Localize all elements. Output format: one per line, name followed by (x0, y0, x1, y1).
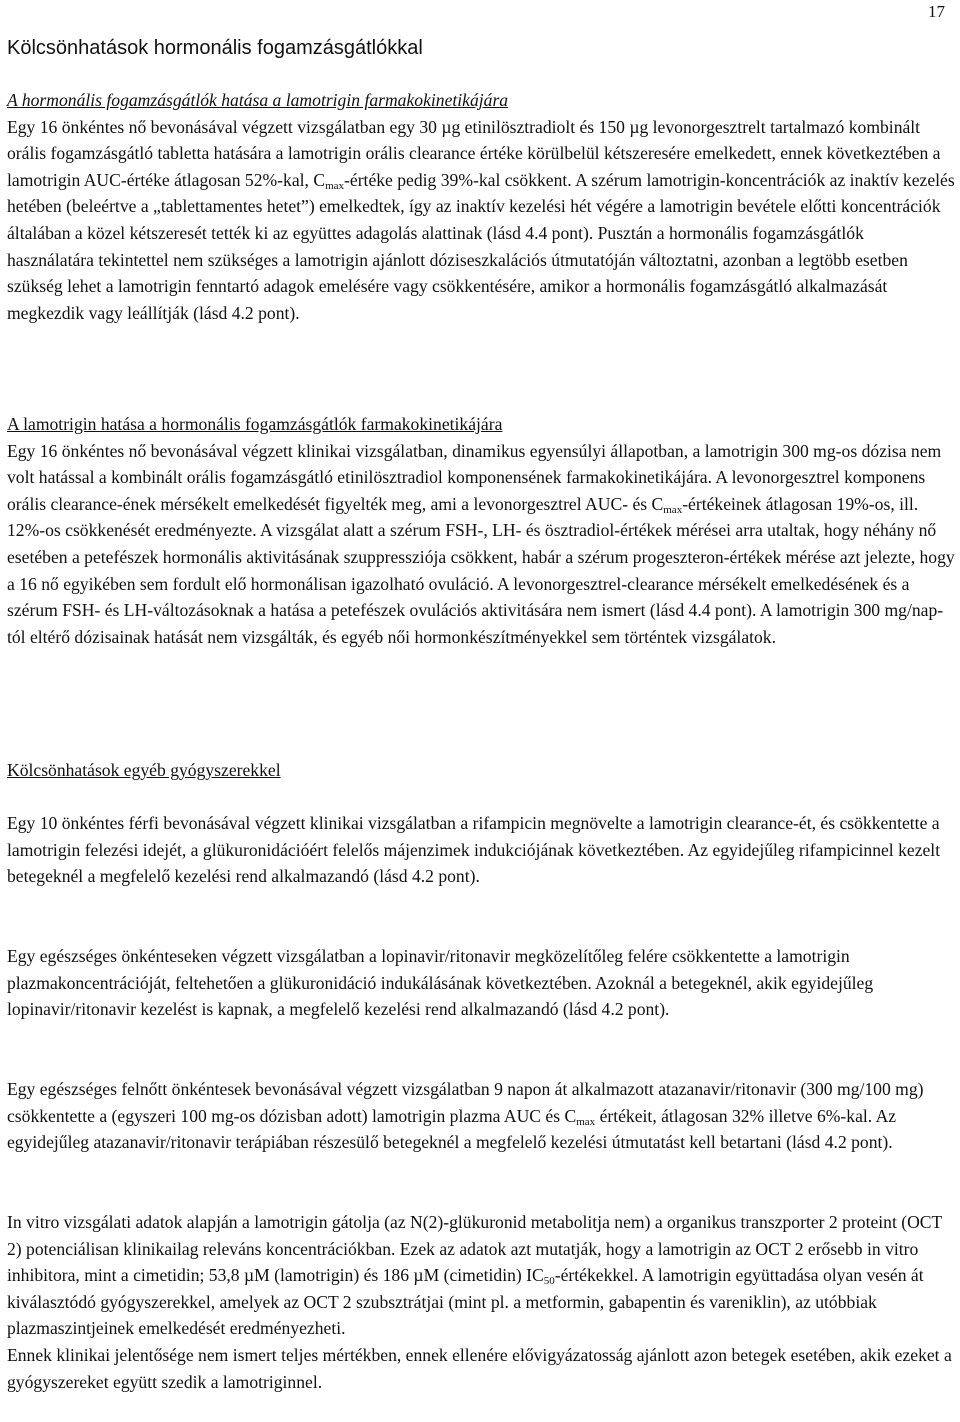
section-hormonal-contraceptives-effect (7, 87, 955, 326)
section-heading: A hormonális fogamzásgátlók hatása a lamotrigin farmakokinetikájára (7, 90, 509, 110)
paragraph-clinical-significance: Ennek klinikai jelentősége nem ismert teljes mértékben, ennek ellenére elővigyázatosság ajánlott azon betegek esetében, akik ezeket a gyógyszereket együtt szedik a lamotriginnel. (7, 1344, 952, 1392)
paragraph-lopinavir: Egy egészséges önkénteseken végzett vizsgálatban a lopinavir/ritonavir megközelítőleg felére csökkentette a lamotrigin plazmakoncentrációját, feltehetően a glükuronidáció indukálásának következtében. Azoknál a betegeknél, akik egyidejűleg lopinavir/ritonavir kezelést is kapnak, a megfelelő kezelési rend alkalmazandó (lásd 4.2 pont). (7, 946, 874, 1020)
paragraph: Egy 16 önkéntes nő bevonásával végzett klinikai vizsgálatban, dinamikus egyensúlyi állapotban, a lamotrigin 300 mg-os dózisa nem volt hatással a kombinált orális fogamzásgátló etinilösztradiol komponensének farmakokinetikájára. A levonorgesztrel komponens orális clearance-ének mérsékelt emelkedését figyelték meg, ami a levonorgesztrel AUC- és $C_{max}$-értékeinek átlagosan 19%-os, ill. 12%-os csökkenését eredményezte. A vizsgálat alatt a szérum FSH-, LH- és ösztradiol-értékek mérései arra utaltak, hogy néhány nő esetében a petefészek hormonális aktivitásának szuppressziója csökkent, habár a szérum progeszteron-értékek mérése azt jelezte, hogy a 16 nő egyikében sem fordult elő hormonálisan igazolható ovuláció. A levonorgesztrel-clearance mérsékelt emelkedésének és a szérum FSH- és LH-változásoknak a hatása a petefészek ovulációs aktivitására nem ismert (lásd 4.4 pont). A lamotrigin 300 mg/nap-tól eltérő dózisainak hatását nem vizsgálták, és egyéb női hormonkészítményekkel sem történtek vizsgálatok. (7, 440, 955, 647)
section-other-interactions (7, 757, 955, 784)
section-heading: A lamotrigin hatása a hormonális fogamzásgátlók farmakokinetikájára (7, 414, 503, 434)
paragraph-atazanavir: Egy egészséges felnőtt önkéntesek bevonásával végzett vizsgálatban 9 napon át alkalmazott atazanavir/ritonavir (300 mg/100 mg) csökkentette a (egyszeri 100 mg-os dózisban adott) lamotrigin plazma AUC és $C_{max}$ értékeit, átlagosan 32% illetve 6%-kal. Az egyidejűleg atazanavir/ritonavir terápiában részesülő betegeknél a megfelelő kezelési útmutatást kell betartani (lásd 4.2 pont). (7, 1079, 924, 1153)
page-number: 17 (928, 2, 945, 21)
section-heading: Kölcsönhatások egyéb gyógyszerekkel (7, 760, 281, 780)
paragraph: Egy 16 önkéntes nő bevonásával végzett vizsgálatban egy 30 µg etinilösztradiolt és 150 µg levonorgesztrelt tartalmazó kombinált orális fogamzásgátló tabletta hatására a lamotrigin orális clearance értéke körülbelül kétszeresére emelkedett, ennek következtében a lamotrigin AUC-értéke átlagosan 52%-kal, $C_{max}$-értéke pedig 39%-kal csökkent. A szérum lamotrigin-koncentrációk az inaktív kezelés hetében (beleértve a „tablettamentes hetet”) emelkedtek, így az inaktív kezelési hét végére a lamotrigin bevétele előtti koncentrációk általában a közel kétszeresét tették ki az együttes adagolás alattinak (lásd 4.4 pont). Pusztán a hormonális fogamzásgátlók használatára tekintettel nem szükséges a lamotrigin ajánlott dóziseszkalációs útmutatóján változtatni, azonban a legtöbb esetben szükség lehet a lamotrigin fenntartó adagok emelésére vagy csökkentésére, amikor a hormonális fogamzásgátló alkalmazását megkezdik vagy leállítják (lásd 4.2 pont). (7, 116, 955, 323)
page-title: Kölcsönhatások hormonális fogamzásgátlókkal (7, 37, 423, 59)
paragraph-oct2: In vitro vizsgálati adatok alapján a lamotrigin gátolja (az N(2)-glükuronid metabolitja nem) a organikus transzporter 2 proteint (OCT 2) potenciálisan klinikailag releváns koncentrációkban. Ezek az adatok azt mutatják, hogy a lamotrigin az OCT 2 erősebb in vitro inhibitora, mint a cimetidin; 53,8 µM (lamotrigin) és 186 µM (cimetidin) $IC_{50}$-értékekkel. A lamotrigin együttadása olyan vesén át kiválasztódó gyógyszerekkel, amelyek az OCT 2 szubsztrátjai (mint pl. a metformin, gabapentin és vareniklin), az utóbbiak plazmaszintjeinek emelkedését eredményezheti. Ennek klinikai jelentősége nem ismert teljes mértékben, ennek ellenére elővigyázatosság ajánlott azon betegek esetében, akik ezeket a gyógyszereket együtt szedik a lamotriginnel. (7, 1209, 955, 1395)
section-lamotrigine-effect (7, 411, 955, 650)
paragraph-rifampicin: Egy 10 önkéntes férfi bevonásával végzett klinikai vizsgálatban a rifampicin megnövelte a lamotrigin clearance-ét, és csökkentette a lamotrigin felezési idejét, a glükuronidációért felelős májenzimek indukciójának következtében. Az egyidejűleg rifampicinnel kezelt betegeknél a megfelelő kezelési rend alkalmazandó (lásd 4.2 pont). (7, 813, 941, 887)
